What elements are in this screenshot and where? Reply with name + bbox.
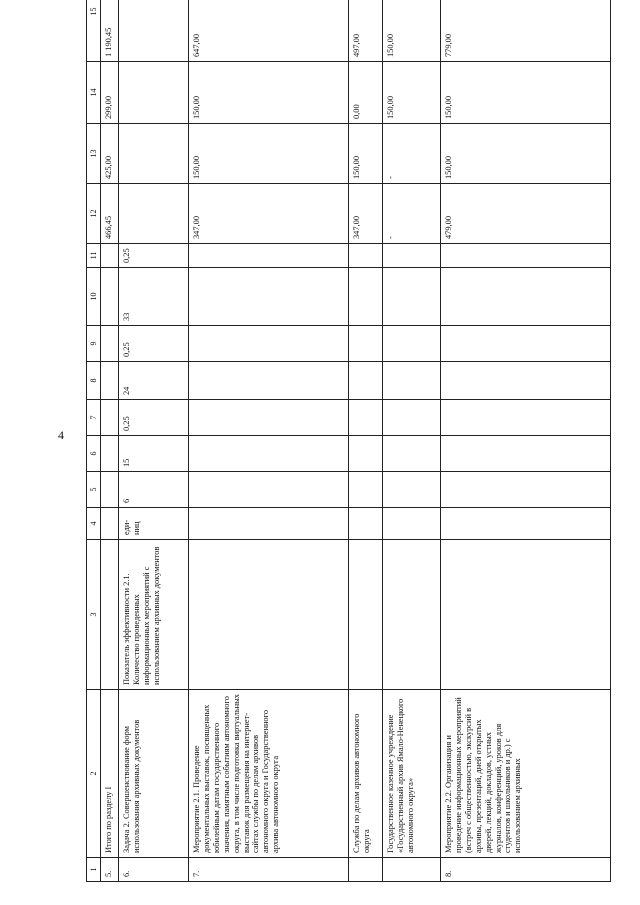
table-row: [349, 0, 383, 882]
amount-cell: 150,00: [349, 124, 383, 184]
row-title: Мероприятие 2.1. Проведение документальных выставок, посвященных юбилейным датам государственного значения, памятным событиям автономного округа, в том числе подготовка виртуальных выставок для размещения на интернет-сайтах службы по делам архивов автономного округа и Государственного архива автономного округа: [189, 690, 349, 858]
value-cell: [383, 268, 441, 326]
row-number: 8.: [441, 858, 611, 882]
col-header-6: 6: [87, 436, 101, 472]
rotated-table-container: [86, 7, 610, 882]
value-cell: [441, 362, 611, 400]
value-cell: [441, 268, 611, 326]
amount-cell: 347,00: [349, 184, 383, 244]
row-title: Итого по разделу I: [101, 690, 119, 858]
indicator-cell: [189, 540, 349, 690]
amount-cell: 299,00: [101, 62, 119, 124]
value-cell: [101, 436, 119, 472]
value-cell: [349, 326, 383, 362]
value-cell: 6: [119, 472, 189, 508]
value-cell: [101, 268, 119, 326]
value-cell: [441, 472, 611, 508]
amount-cell: 0,00: [349, 62, 383, 124]
unit-cell: еди-ниц: [119, 508, 189, 540]
col-header-15: 15: [87, 0, 101, 62]
amount-cell: -: [383, 184, 441, 244]
value-cell: 24: [119, 362, 189, 400]
col-header-4: 4: [87, 508, 101, 540]
value-cell: [189, 436, 349, 472]
amount-cell: 150,00: [441, 124, 611, 184]
value-cell: [349, 472, 383, 508]
value-cell: [383, 436, 441, 472]
total-cell: 647,00: [189, 0, 349, 62]
budget-table: [86, 0, 611, 882]
value-cell: [189, 362, 349, 400]
table-row: [383, 0, 441, 882]
value-cell: [101, 472, 119, 508]
col-header-2: 2: [87, 690, 101, 858]
col-header-5: 5: [87, 472, 101, 508]
value-cell: 15: [119, 436, 189, 472]
value-cell: [441, 244, 611, 268]
header-row: [87, 0, 101, 882]
value-cell: [189, 400, 349, 436]
row-number: 7.: [189, 858, 349, 882]
table-viewport: [86, 7, 610, 882]
page-number: 4: [58, 428, 64, 442]
value-cell: [101, 362, 119, 400]
value-cell: 33: [119, 268, 189, 326]
value-cell: 0,25: [119, 400, 189, 436]
row-title: Задача 2. Совершенствование форм использования архивных документов: [119, 690, 189, 858]
table-row: [441, 0, 611, 882]
value-cell: [101, 244, 119, 268]
col-header-11: 11: [87, 244, 101, 268]
value-cell: [349, 400, 383, 436]
col-header-14: 14: [87, 62, 101, 124]
amount-cell: 150,00: [189, 62, 349, 124]
value-cell: [383, 326, 441, 362]
value-cell: 0,25: [119, 326, 189, 362]
indicator-cell: Показатель эффективности 2.1. Количество проведенных информационных мероприятий с использованием архивных документов: [119, 540, 189, 690]
value-cell: [189, 268, 349, 326]
indicator-cell: [101, 540, 119, 690]
table-row: [189, 0, 349, 882]
col-header-3: 3: [87, 540, 101, 690]
value-cell: [349, 362, 383, 400]
amount-cell: 425,00: [101, 124, 119, 184]
amount-cell: [119, 184, 189, 244]
row-title: Служба по делам архивов автономного округа: [349, 690, 383, 858]
value-cell: [349, 244, 383, 268]
indicator-cell: [441, 540, 611, 690]
amount-cell: 466,45: [101, 184, 119, 244]
table-row: [101, 0, 119, 882]
total-cell: 150,00: [383, 0, 441, 62]
value-cell: [101, 326, 119, 362]
col-header-13: 13: [87, 124, 101, 184]
col-header-10: 10: [87, 268, 101, 326]
row-number: 6.: [119, 858, 189, 882]
unit-cell: [101, 508, 119, 540]
amount-cell: 150,00: [189, 124, 349, 184]
unit-cell: [349, 508, 383, 540]
value-cell: [189, 244, 349, 268]
col-header-12: 12: [87, 184, 101, 244]
row-number: [349, 858, 383, 882]
value-cell: [189, 472, 349, 508]
value-cell: [189, 326, 349, 362]
amount-cell: 479,00: [441, 184, 611, 244]
total-cell: 497,00: [349, 0, 383, 62]
total-cell: 779,00: [441, 0, 611, 62]
indicator-cell: [383, 540, 441, 690]
col-header-7: 7: [87, 400, 101, 436]
row-title: Государственное казенное учреждение «Государственный архив Ямало-Ненецкого автономного округа»: [383, 690, 441, 858]
unit-cell: [441, 508, 611, 540]
unit-cell: [383, 508, 441, 540]
value-cell: [441, 400, 611, 436]
col-header-9: 9: [87, 326, 101, 362]
amount-cell: 347,00: [189, 184, 349, 244]
value-cell: [441, 436, 611, 472]
amount-cell: 150,00: [383, 62, 441, 124]
col-header-1: 1: [87, 858, 101, 882]
value-cell: [349, 268, 383, 326]
amount-cell: [119, 62, 189, 124]
amount-cell: 150,00: [441, 62, 611, 124]
value-cell: [441, 326, 611, 362]
row-title: Мероприятие 2.2. Организация и проведение информационных мероприятий (встреч с общественностью, экскурсий в архивы, презентаций, дней открытых дверей, лекций, докладов, устных журналов, конференций, уроков для студентов и школьников и др.) с использованием архивных: [441, 690, 611, 858]
value-cell: [383, 244, 441, 268]
indicator-cell: [349, 540, 383, 690]
value-cell: [383, 472, 441, 508]
amount-cell: [119, 124, 189, 184]
total-cell: [119, 0, 189, 62]
row-number: 5.: [101, 858, 119, 882]
value-cell: [383, 362, 441, 400]
unit-cell: [189, 508, 349, 540]
col-header-8: 8: [87, 362, 101, 400]
value-cell: [101, 400, 119, 436]
value-cell: [349, 436, 383, 472]
total-cell: 1 190,45: [101, 0, 119, 62]
value-cell: [383, 400, 441, 436]
table-row: [119, 0, 189, 882]
row-number: [383, 858, 441, 882]
amount-cell: -: [383, 124, 441, 184]
value-cell: 0,25: [119, 244, 189, 268]
